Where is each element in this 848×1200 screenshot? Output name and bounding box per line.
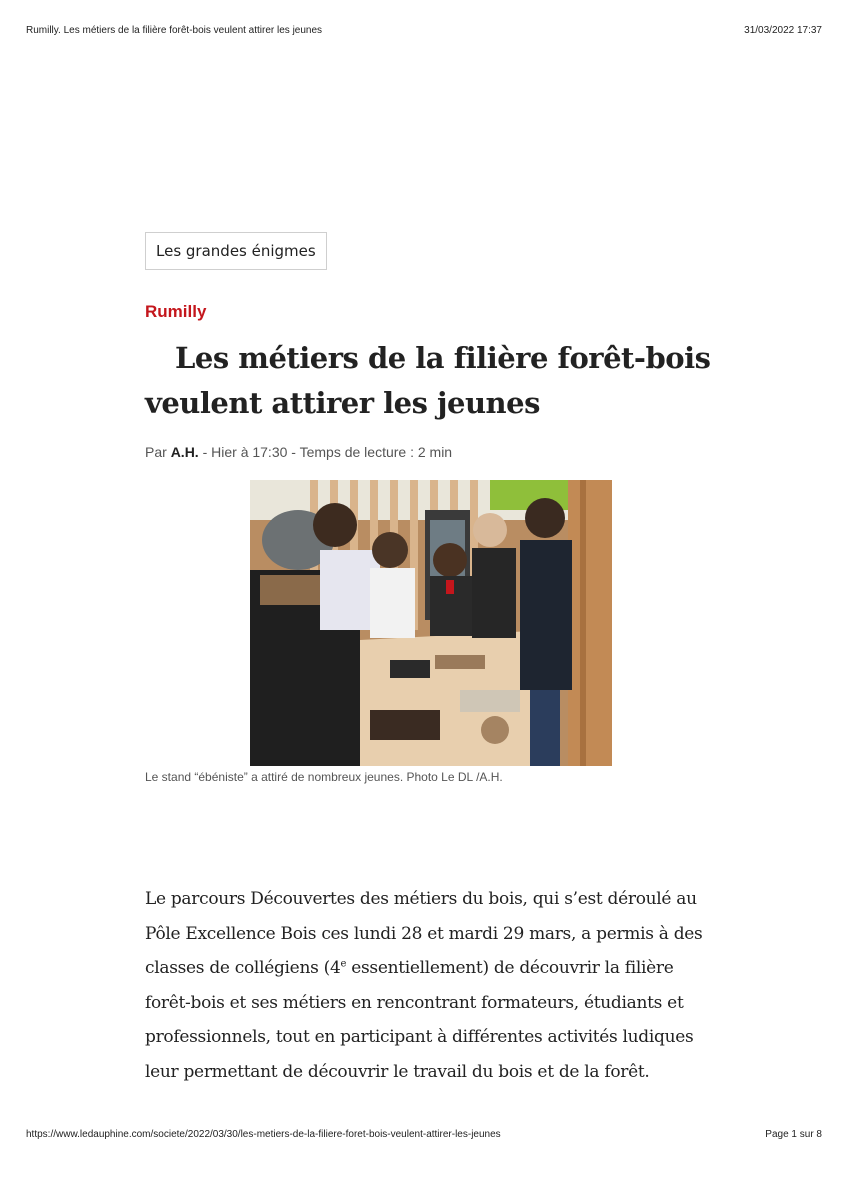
photo-illustration: [250, 480, 612, 766]
topic-tag-button[interactable]: Les grandes énigmes: [145, 232, 327, 270]
body-text-part1: Le parcours Découvertes des métiers du bois, qui s’est déroulé au Pôle Excellence Bois ces lundi 28 et mardi 29 mars, a permis à des classes de collégiens (4: [145, 889, 703, 978]
print-footer-page: Page 1 sur 8: [765, 1129, 822, 1140]
byline-meta: - Hier à 17:30 - Temps de lecture : 2 min: [202, 444, 453, 460]
article-photo: [250, 480, 612, 766]
print-footer-url: https://www.ledauphine.com/societe/2022/03/30/les-metiers-de-la-filiere-foret-bois-veulent-attirer-les-jeunes: [26, 1129, 501, 1140]
article-body: [145, 882, 715, 1089]
photo-caption: Le stand “ébéniste” a attiré de nombreux jeunes. Photo Le DL /A.H.: [145, 770, 503, 784]
body-text-part2: essentiellement) de découvrir la filière forêt-bois et ses métiers en rencontrant formateurs, étudiants et professionnels, tout en participant à différentes activités ludiques leur permettant de découvrir le travail du bois et de la forêt.: [145, 958, 694, 1082]
byline: [145, 444, 452, 460]
print-header-datetime: 31/03/2022 17:37: [744, 25, 822, 36]
print-footer: [26, 1129, 822, 1140]
body-superscript: e: [340, 958, 347, 970]
print-header-title: Rumilly. Les métiers de la filière forêt-bois veulent attirer les jeunes: [26, 25, 323, 36]
byline-prefix: Par: [145, 444, 167, 460]
section-label[interactable]: Rumilly: [145, 302, 207, 321]
byline-author[interactable]: A.H.: [170, 444, 199, 460]
print-header: [26, 25, 822, 36]
article-title: Les métiers de la filière forêt-bois veulent attirer les jeunes: [145, 341, 711, 420]
